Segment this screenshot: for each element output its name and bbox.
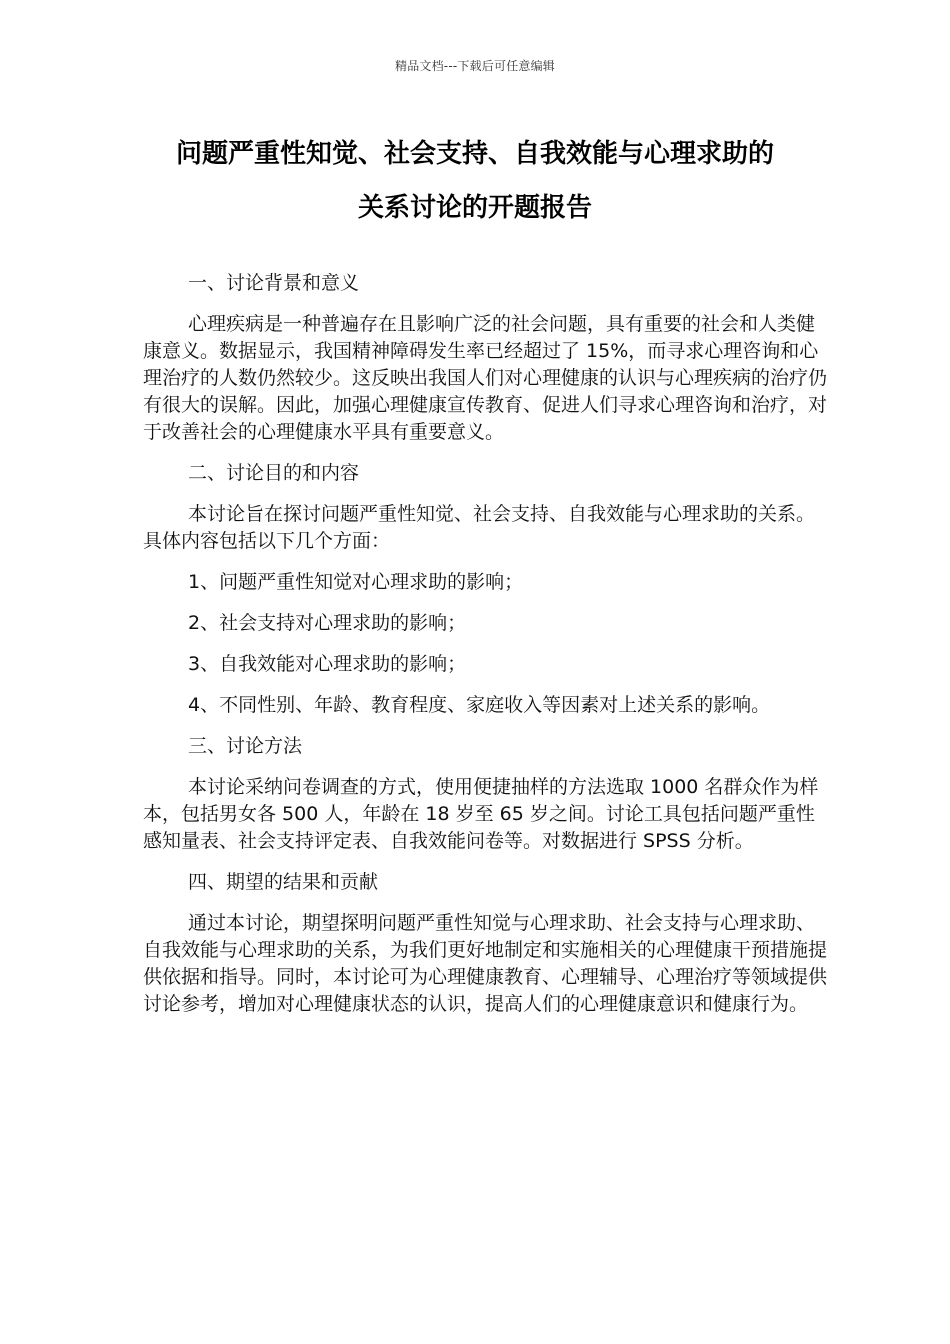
- paragraph-background: 心理疾病是一种普遍存在且影响广泛的社会问题，具有重要的社会和人类健康意义。数据显示，我国精神障碍发生率已经超过了 15%，而寻求心理咨询和心理治疗的人数仍然较少。这反映出我国人们对心理健康的认识与心理疾病的治疗仍有很大的误解。因此，加强心理健康宣传教育、促进人们寻求心理咨询和治疗，对于改善社会的心理健康水平具有重要意义。: [143, 313, 828, 443]
- section-heading-methods: 三、讨论方法: [188, 735, 303, 757]
- list-item: 2、社会支持对心理求助的影响；: [188, 612, 467, 634]
- paragraph-methods: 本讨论采纳问卷调查的方式，使用便捷抽样的方法选取 1000 名群众作为样本，包括男女各 500 人，年龄在 18 岁至 65 岁之间。讨论工具包括问题严重性感知量表、社会支持评定表、自我效能问卷等。对数据进行 SPSS 分析。: [143, 776, 819, 852]
- header-note: 精品文档---下载后可任意编辑: [395, 59, 555, 73]
- section-heading-expected-results: 四、期望的结果和贡献: [188, 871, 379, 893]
- document-title-line-1: 问题严重性知觉、社会支持、自我效能与心理求助的: [175, 139, 774, 169]
- paragraph-expected-results: 通过本讨论，期望探明问题严重性知觉与心理求助、社会支持与心理求助、自我效能与心理求助的关系，为我们更好地制定和实施相关的心理健康干预措施提供依据和指导。同时，本讨论可为心理健康教育、心理辅导、心理治疗等领域提供讨论参考，增加对心理健康状态的认识，提高人们的心理健康意识和健康行为。: [143, 912, 828, 1015]
- section-heading-purpose: 二、讨论目的和内容: [188, 462, 360, 484]
- list-item: 1、问题严重性知觉对心理求助的影响；: [188, 571, 524, 593]
- document-body: [143, 270, 833, 1032]
- section-heading-background: 一、讨论背景和意义: [188, 272, 360, 294]
- list-item: 4、不同性别、年龄、教育程度、家庭收入等因素对上述关系的影响。: [188, 694, 771, 716]
- list-item: 3、自我效能对心理求助的影响；: [188, 653, 467, 675]
- paragraph-purpose: 本讨论旨在探讨问题严重性知觉、社会支持、自我效能与心理求助的关系。具体内容包括以下几个方面：: [143, 503, 816, 552]
- document-title-line-2: 关系讨论的开题报告: [357, 193, 592, 223]
